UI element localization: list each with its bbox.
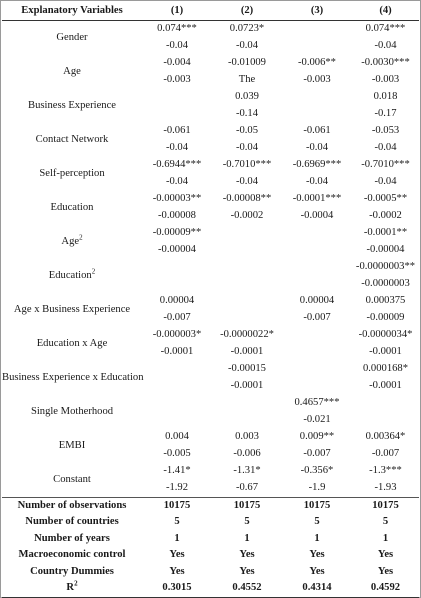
coef-cell: 0.00004 [299, 295, 335, 307]
se-cell: -0.0001 [160, 346, 194, 358]
se-cell: -0.0002 [230, 210, 264, 222]
header-model-3: (3) [282, 2, 352, 21]
se-cell: -0.04 [235, 40, 259, 52]
coef-cell [282, 259, 352, 276]
summary-value: Yes [169, 565, 185, 577]
summary-value: Yes [309, 549, 325, 561]
summary-value: 1 [244, 532, 250, 544]
coef-cell [212, 259, 282, 276]
se-cell [282, 106, 352, 123]
se-cell: -0.007 [303, 312, 331, 324]
coef-cell: -0.00003** [152, 193, 202, 205]
summary-value: 5 [244, 516, 250, 528]
se-cell: -0.0002 [369, 210, 402, 222]
se-cell: -0.0001 [369, 346, 402, 358]
se-cell [212, 276, 282, 293]
summary-label: Number of observations [2, 498, 142, 515]
summary-value: 10175 [212, 498, 282, 515]
summary-row [2, 515, 419, 532]
summary-value: 5 [174, 516, 180, 528]
coef-cell [212, 293, 282, 310]
table-row [2, 123, 419, 140]
coef-cell: 0.009** [299, 431, 335, 443]
summary-value: 1 [314, 532, 320, 544]
variable-label: Business Experience x Education [2, 371, 144, 383]
se-cell: The [238, 74, 256, 86]
summary-row [2, 531, 419, 548]
summary-value: Yes [239, 565, 255, 577]
se-cell: -0.0000003 [361, 278, 410, 290]
se-cell [282, 242, 352, 259]
se-cell: -1.93 [374, 482, 397, 494]
se-cell: -0.0001 [230, 380, 264, 392]
summary-value: 1 [174, 532, 180, 544]
summary-row [2, 564, 419, 581]
coef-cell: 0.074*** [157, 23, 197, 35]
summary-row [2, 498, 419, 515]
coef-cell: -0.7010*** [222, 159, 272, 171]
se-cell: -0.0004 [300, 210, 334, 222]
coef-cell [352, 395, 419, 412]
coef-cell [282, 225, 352, 242]
coef-cell: 0.039 [235, 91, 259, 103]
table-row [2, 225, 419, 242]
variable-label-text: Education [48, 269, 92, 281]
coef-cell [212, 395, 282, 412]
se-cell: -1.92 [165, 482, 189, 494]
se-cell: -0.00008 [158, 210, 196, 222]
se-cell: -0.04 [165, 142, 189, 154]
se-cell: -0.17 [374, 108, 397, 120]
summary-label: Country Dummies [30, 565, 114, 577]
se-cell: -0.021 [303, 414, 331, 426]
variable-label [2, 259, 142, 293]
table-row [2, 21, 419, 39]
summary-value: 10175 [352, 498, 419, 515]
variable-label: Self-perception [39, 167, 105, 179]
variable-label: Constant [53, 473, 91, 485]
summary-value: 10175 [282, 498, 352, 515]
se-cell [282, 378, 352, 395]
se-cell: -0.04 [374, 142, 397, 154]
summary-label-text: R [66, 582, 75, 594]
header-model-2: (2) [212, 2, 282, 21]
coef-cell: -0.01009 [228, 57, 266, 69]
coef-cell: 0.003 [235, 431, 259, 443]
summary-value: 0.4552 [212, 581, 282, 598]
table-row [2, 327, 419, 344]
summary-row [2, 581, 419, 598]
se-cell: -0.04 [165, 176, 189, 188]
table-row [2, 55, 419, 72]
se-cell: -1.9 [308, 482, 326, 494]
summary-label: Macroeconomic control [18, 549, 126, 561]
table-row [2, 361, 419, 378]
variable-label: Gender [56, 31, 88, 43]
coef-cell: 0.074*** [365, 23, 406, 35]
table-row [2, 293, 419, 310]
coef-cell: -0.356* [300, 465, 334, 477]
summary-value: Yes [377, 549, 394, 561]
coef-cell: -0.006** [298, 57, 336, 69]
coef-cell: 0.004 [165, 431, 189, 443]
se-cell: -0.14 [235, 108, 259, 120]
coef-cell: -0.00008** [222, 193, 272, 205]
summary-label: Number of countries [25, 516, 119, 528]
se-cell: -0.003 [371, 74, 400, 86]
se-cell: -0.00004 [366, 244, 405, 256]
se-cell: -0.005 [163, 448, 191, 460]
summary-row [2, 548, 419, 565]
coef-cell: -0.0000022* [220, 329, 274, 341]
summary-value: Yes [169, 549, 185, 561]
header-variables: Explanatory Variables [2, 2, 142, 21]
se-cell [212, 412, 282, 429]
variable-label: Education [50, 201, 94, 213]
se-cell: -0.007 [303, 448, 331, 460]
se-cell: -0.00009 [366, 312, 405, 324]
table-row [2, 89, 419, 106]
header-row [2, 2, 419, 21]
coef-cell [282, 89, 352, 106]
summary-value: 5 [382, 516, 389, 528]
coef-cell: -0.053 [371, 125, 400, 137]
coef-cell [282, 361, 352, 378]
se-cell: -0.67 [235, 482, 259, 494]
se-cell: -0.04 [165, 40, 189, 52]
se-cell: -0.04 [374, 40, 397, 52]
variable-label: Single Motherhood [30, 405, 114, 417]
coef-cell: 0.018 [373, 91, 398, 103]
se-cell [212, 242, 282, 259]
summary-value: Yes [377, 565, 394, 577]
table-row [2, 463, 419, 480]
coef-cell: -0.0000003** [355, 261, 416, 273]
variable-label: Age x Business Experience [13, 303, 131, 315]
summary-value: 5 [314, 516, 320, 528]
variable-label: EMBI [58, 439, 86, 451]
coef-cell: -0.0001*** [292, 193, 342, 205]
summary-label: Number of years [34, 532, 110, 544]
coef-cell: -1.3*** [369, 465, 402, 477]
variable-label: Education x Age [36, 337, 108, 349]
se-cell [352, 412, 419, 429]
se-cell [282, 38, 352, 55]
summary-label [2, 581, 142, 598]
variable-label: Age [63, 65, 81, 77]
summary-value: 1 [382, 532, 389, 544]
variable-label [2, 225, 142, 259]
coef-cell: -0.061 [163, 125, 191, 137]
table-row [2, 259, 419, 276]
se-cell [142, 106, 212, 123]
coef-cell: -0.0005** [363, 193, 408, 205]
coef-cell [282, 327, 352, 344]
se-cell: -0.04 [235, 176, 259, 188]
variable-label: Contact Network [35, 133, 109, 145]
coef-cell: -0.061 [303, 125, 331, 137]
coef-cell: -0.05 [235, 125, 259, 137]
coef-cell: -0.00015 [228, 363, 266, 375]
coef-cell: -0.0030*** [361, 57, 410, 69]
coef-cell: 0.4657*** [294, 397, 340, 409]
variable-label-text: Age [61, 235, 80, 247]
se-cell: -0.003 [163, 74, 191, 86]
coef-cell: -0.000003* [152, 329, 202, 341]
coef-cell: 0.00364* [365, 431, 406, 443]
coef-cell: -0.6969*** [292, 159, 342, 171]
se-cell [282, 344, 352, 361]
coef-cell: -1.41* [163, 465, 191, 477]
coef-cell: -0.004 [163, 57, 191, 69]
summary-value: Yes [239, 549, 255, 561]
se-cell [142, 412, 212, 429]
coef-cell [282, 21, 352, 39]
se-cell [142, 276, 212, 293]
summary-value: Yes [309, 565, 325, 577]
coef-cell: -0.6944*** [152, 159, 202, 171]
coef-cell [142, 395, 212, 412]
summary-value: 0.4314 [282, 581, 352, 598]
se-cell: -0.04 [235, 142, 259, 154]
se-cell: -0.04 [305, 142, 329, 154]
se-cell: -0.003 [303, 74, 331, 86]
coef-cell [142, 89, 212, 106]
coef-cell [142, 259, 212, 276]
variable-label: Business Experience [28, 99, 116, 111]
coef-cell: -0.00009** [152, 227, 202, 239]
summary-value: 0.4592 [352, 581, 419, 598]
superscript: 2 [91, 267, 96, 276]
superscript: 2 [79, 233, 83, 242]
se-cell: -0.0001 [230, 346, 264, 358]
table-row [2, 429, 419, 446]
coef-cell: 0.000375 [365, 295, 406, 307]
se-cell [212, 310, 282, 327]
coef-cell: -0.7010*** [361, 159, 410, 171]
se-cell [142, 378, 212, 395]
se-cell: -0.04 [374, 176, 397, 188]
se-cell: -0.0001 [369, 380, 402, 392]
se-cell: -0.00004 [158, 244, 196, 256]
header-model-4: (4) [352, 2, 419, 21]
coef-cell: -1.31* [233, 465, 261, 477]
table-row [2, 157, 419, 174]
coef-cell [212, 225, 282, 242]
se-cell: -0.04 [305, 176, 329, 188]
table-row [2, 191, 419, 208]
se-cell [282, 276, 352, 293]
regression-table [2, 2, 419, 598]
coef-cell: 0.000168* [362, 363, 409, 375]
superscript: 2 [74, 579, 78, 588]
se-cell: -0.007 [371, 448, 400, 460]
header-model-1: (1) [142, 2, 212, 21]
table-row [2, 395, 419, 412]
coef-cell: -0.0000034* [358, 329, 413, 341]
coef-cell: -0.0001** [363, 227, 408, 239]
summary-value: 10175 [142, 498, 212, 515]
coef-cell [142, 361, 212, 378]
summary-value: 0.3015 [142, 581, 212, 598]
se-cell: -0.006 [233, 448, 261, 460]
coef-cell: 0.00004 [159, 295, 195, 307]
coef-cell: 0.0723* [229, 23, 265, 35]
se-cell: -0.007 [163, 312, 191, 324]
